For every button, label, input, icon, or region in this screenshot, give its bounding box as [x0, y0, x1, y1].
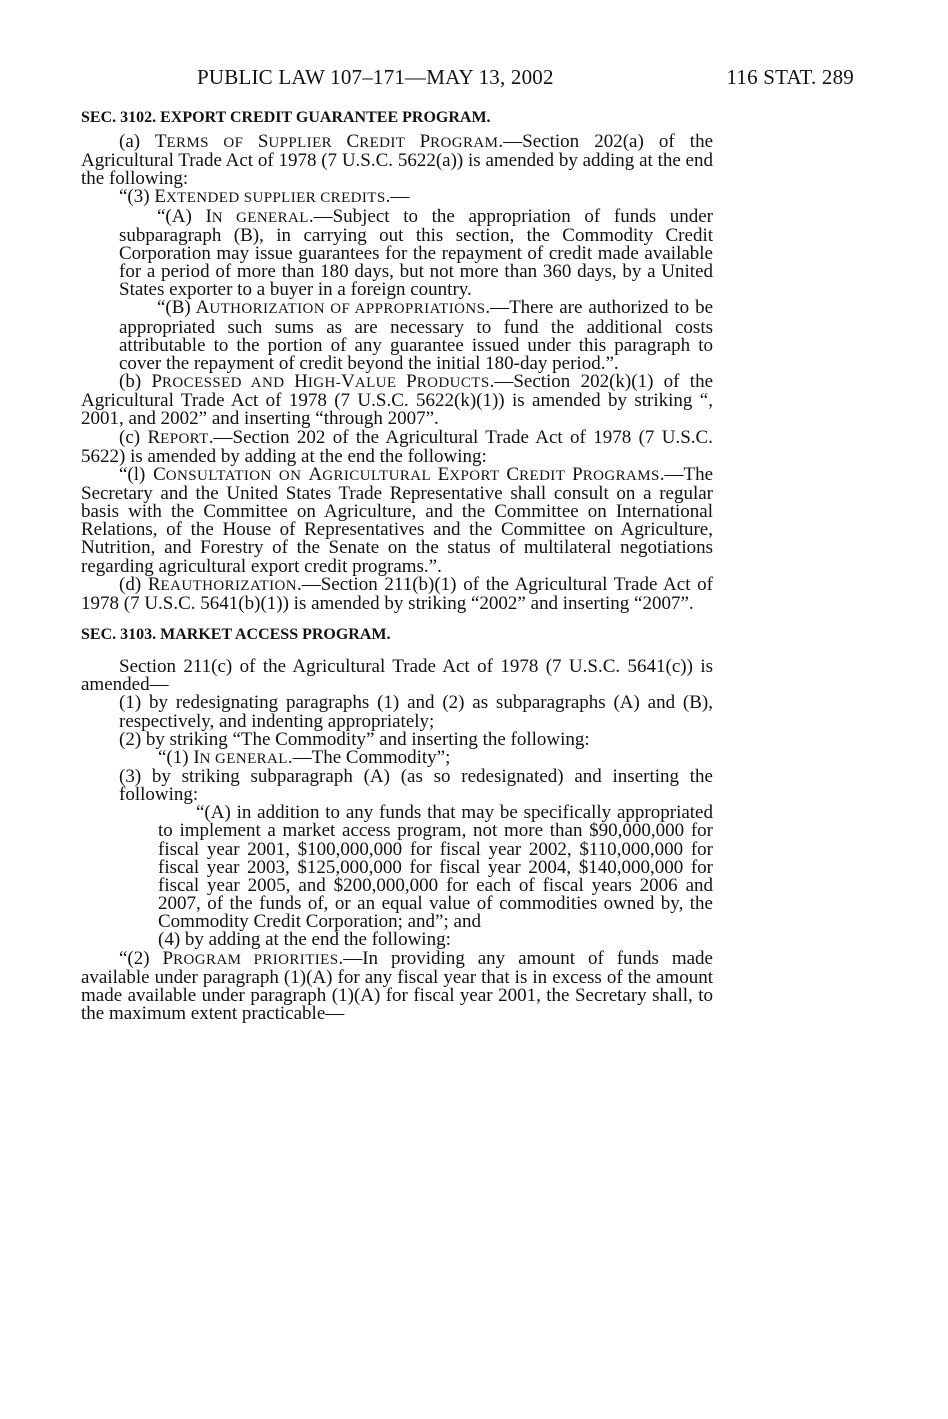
- section-heading-3102: SEC. 3102. EXPORT CREDIT GUARANTEE PROGRAM.: [81, 109, 491, 126]
- running-header: [197, 65, 854, 95]
- subsection-b: (b) PROCESSED AND HIGH-VALUE PRODUCTS.—Section 202(k)(1) of the Agricultural Trade Act of 1978 (7 U.S.C. 5622(k)(1)) is amended by striking “, 2001, and 2002” and inserting “through 2007”.: [81, 371, 714, 430]
- header-title: PUBLIC LAW 107–171—MAY 13, 2002: [197, 65, 554, 89]
- paragraph-a3: “(3) EXTENDED SUPPLIER CREDITS.—: [119, 186, 410, 208]
- subsection-c: (c) REPORT.—Section 202 of the Agricultural Trade Act of 1978 (7 U.S.C. 5622) is amended by adding at the end the following:: [81, 426, 713, 467]
- subsection-a: (a) TERMS OF SUPPLIER CREDIT PROGRAM.—Section 202(a) of the Agricultural Trade Act of 1978 (7 U.S.C. 5622(a)) is amended by adding at the end the following:: [81, 131, 713, 190]
- quoted-paragraph-1: “(1) IN GENERAL.—The Commodity”;: [158, 746, 451, 768]
- amendment-item-4: (4) by adding at the end the following:: [158, 929, 451, 951]
- subparagraph-a3-A: “(A) IN GENERAL.—Subject to the appropriation of funds under subparagraph (B), in carrying out this section, the Commodity Credit Corporation may issue guarantees for the repayment of credit made available for a period of more than 180 days, but not more than 360 days, by a United States exporter to a buyer in a foreign country.: [119, 205, 713, 301]
- paragraph-c1: “(l) CONSULTATION ON AGRICULTURAL EXPORT CREDIT PROGRAMS.—The Secretary and the United States Trade Representative shall consult on a regular basis with the Committee on Agriculture, and the Committee on International Relations, of the House of Representatives and the Committee on Agriculture, Nutrition, and Forestry of the Senate on the status of multilateral negotiations regarding agricultural export credit programs.”.: [81, 463, 714, 577]
- subsection-d: (d) REAUTHORIZATION.—Section 211(b)(1) of the Agricultural Trade Act of 1978 (7 U.S.C. 5641(b)(1)) is amended by striking “2002” and inserting “2007”.: [81, 573, 714, 614]
- section-3103-intro: Section 211(c) of the Agricultural Trade Act of 1978 (7 U.S.C. 5641(c)) is amended—: [81, 656, 713, 696]
- subparagraph-a3-B: “(B) AUTHORIZATION OF APPROPRIATIONS.—There are authorized to be appropriated such sums as are necessary to fund the additional costs attributable to the portion of any guarantee issued under this paragraph to cover the repayment of credit beyond the initial 180-day period.”.: [119, 297, 713, 374]
- quoted-subparagraph-A: “(A) in addition to any funds that may be specifically appropriated to implement a market access program, not more than $90,000,000 for fiscal year 2001, $100,000,000 for fiscal year 2002, $110,000,000 for fiscal year 2003, $125,000,000 for fiscal year 2004, $140,000,000 for fiscal year 2005, and $200,000,000 for each of fiscal years 2006 and 2007, of the funds of, or an equal value of commodities owned by, the Commodity Credit Corporation; and”; and: [158, 802, 713, 933]
- section-heading-3103: SEC. 3103. MARKET ACCESS PROGRAM.: [81, 626, 391, 644]
- quoted-paragraph-2: “(2) PROGRAM PRIORITIES.—In providing any amount of funds made available under paragraph (1)(A) for any fiscal year that is in excess of the amount made available under paragraph (1)(A) for fiscal year 2001, the Secretary shall, to the maximum extent practicable—: [81, 947, 713, 1025]
- amendment-item-2: (2) by striking “The Commodity” and inserting the following:: [119, 728, 590, 750]
- amendment-item-3: (3) by striking subparagraph (A) (as so redesignated) and inserting the following:: [119, 766, 713, 806]
- page-body: [81, 108, 713, 1023]
- amendment-item-1: (1) by redesignating paragraphs (1) and (2) as subparagraphs (A) and (B), respectively, and indenting appropriately;: [119, 692, 713, 732]
- statute-page-number: 116 STAT. 289: [726, 65, 854, 89]
